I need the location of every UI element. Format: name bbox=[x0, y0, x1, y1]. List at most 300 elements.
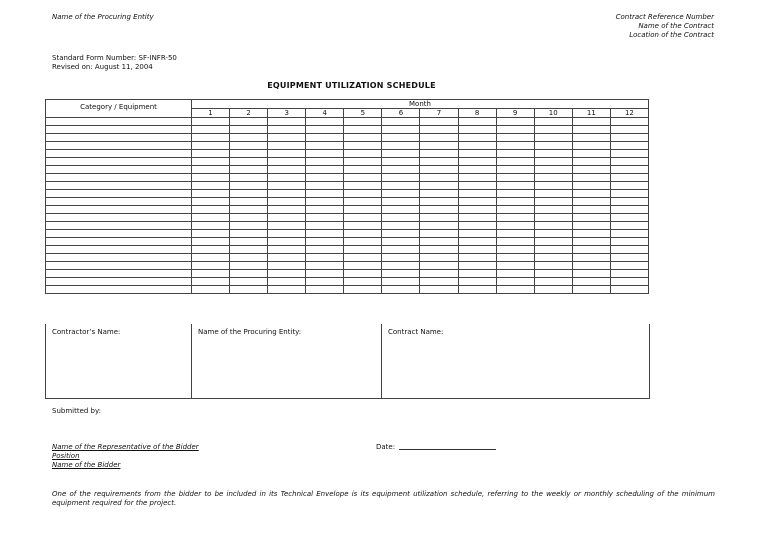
month-cell[interactable] bbox=[268, 190, 306, 198]
month-cell[interactable] bbox=[496, 238, 534, 246]
month-cell[interactable] bbox=[420, 214, 458, 222]
contractor-name-cell[interactable] bbox=[46, 324, 192, 398]
month-cell[interactable] bbox=[610, 238, 648, 246]
month-cell[interactable] bbox=[534, 166, 572, 174]
month-cell[interactable] bbox=[230, 150, 268, 158]
month-cell[interactable] bbox=[268, 198, 306, 206]
month-cell[interactable] bbox=[572, 150, 610, 158]
month-cell[interactable] bbox=[306, 158, 344, 166]
month-cell[interactable] bbox=[192, 238, 230, 246]
month-cell[interactable] bbox=[192, 206, 230, 214]
month-cell[interactable] bbox=[382, 126, 420, 134]
month-cell[interactable] bbox=[192, 126, 230, 134]
equipment-cell[interactable] bbox=[46, 198, 192, 206]
month-cell[interactable] bbox=[306, 286, 344, 294]
month-cell[interactable] bbox=[610, 166, 648, 174]
month-cell[interactable] bbox=[610, 278, 648, 286]
month-cell[interactable] bbox=[268, 254, 306, 262]
month-cell[interactable] bbox=[458, 158, 496, 166]
month-cell[interactable] bbox=[610, 158, 648, 166]
month-cell[interactable] bbox=[306, 166, 344, 174]
month-cell[interactable] bbox=[344, 134, 382, 142]
month-cell[interactable] bbox=[534, 190, 572, 198]
month-cell[interactable] bbox=[382, 278, 420, 286]
month-cell[interactable] bbox=[610, 198, 648, 206]
month-cell[interactable] bbox=[306, 270, 344, 278]
month-cell[interactable] bbox=[458, 206, 496, 214]
month-cell[interactable] bbox=[192, 142, 230, 150]
date-label: Date: bbox=[376, 443, 396, 451]
month-cell[interactable] bbox=[344, 126, 382, 134]
equipment-cell[interactable] bbox=[46, 230, 192, 238]
month-cell[interactable] bbox=[192, 286, 230, 294]
month-cell[interactable] bbox=[534, 254, 572, 262]
month-cell[interactable] bbox=[610, 142, 648, 150]
month-cell[interactable] bbox=[458, 190, 496, 198]
month-cell[interactable] bbox=[268, 174, 306, 182]
month-cell[interactable] bbox=[268, 246, 306, 254]
month-cell[interactable] bbox=[420, 134, 458, 142]
month-cell[interactable] bbox=[572, 278, 610, 286]
month-cell[interactable] bbox=[382, 182, 420, 190]
month-cell[interactable] bbox=[268, 118, 306, 126]
month-cell[interactable] bbox=[344, 262, 382, 270]
table-row bbox=[46, 190, 649, 198]
month-cell[interactable] bbox=[572, 118, 610, 126]
month-cell[interactable] bbox=[192, 158, 230, 166]
month-cell[interactable] bbox=[230, 142, 268, 150]
month-cell[interactable] bbox=[306, 246, 344, 254]
month-cell[interactable] bbox=[230, 246, 268, 254]
month-cell[interactable] bbox=[420, 262, 458, 270]
table-row bbox=[46, 278, 649, 286]
month-cell[interactable] bbox=[306, 182, 344, 190]
month-cell[interactable] bbox=[572, 182, 610, 190]
month-cell[interactable] bbox=[534, 230, 572, 238]
month-cell[interactable] bbox=[572, 270, 610, 278]
month-cell[interactable] bbox=[534, 262, 572, 270]
month-cell[interactable] bbox=[268, 222, 306, 230]
month-cell[interactable] bbox=[610, 206, 648, 214]
month-cell[interactable] bbox=[306, 230, 344, 238]
month-cell[interactable] bbox=[534, 222, 572, 230]
month-cell[interactable] bbox=[458, 198, 496, 206]
month-cell[interactable] bbox=[458, 222, 496, 230]
equipment-cell[interactable] bbox=[46, 262, 192, 270]
month-cell[interactable] bbox=[382, 270, 420, 278]
month-cell[interactable] bbox=[306, 238, 344, 246]
month-cell[interactable] bbox=[420, 182, 458, 190]
month-cell[interactable] bbox=[420, 238, 458, 246]
month-cell[interactable] bbox=[230, 126, 268, 134]
month-cell[interactable] bbox=[610, 118, 648, 126]
month-cell[interactable] bbox=[420, 142, 458, 150]
month-cell[interactable] bbox=[382, 198, 420, 206]
month-cell[interactable] bbox=[230, 262, 268, 270]
month-cell[interactable] bbox=[306, 134, 344, 142]
month-cell[interactable] bbox=[496, 286, 534, 294]
month-cell[interactable] bbox=[420, 246, 458, 254]
month-cell[interactable] bbox=[268, 270, 306, 278]
equipment-cell[interactable] bbox=[46, 190, 192, 198]
month-cell[interactable] bbox=[306, 254, 344, 262]
month-cell[interactable] bbox=[572, 158, 610, 166]
table-row bbox=[46, 206, 649, 214]
equipment-cell[interactable] bbox=[46, 134, 192, 142]
month-cell[interactable] bbox=[572, 198, 610, 206]
month-cell[interactable] bbox=[420, 206, 458, 214]
month-cell[interactable] bbox=[382, 286, 420, 294]
equipment-cell[interactable] bbox=[46, 150, 192, 158]
month-cell[interactable] bbox=[192, 182, 230, 190]
month-cell[interactable] bbox=[534, 134, 572, 142]
month-cell[interactable] bbox=[268, 142, 306, 150]
month-cell[interactable] bbox=[534, 174, 572, 182]
month-cell[interactable] bbox=[192, 254, 230, 262]
month-cell[interactable] bbox=[534, 246, 572, 254]
month-cell[interactable] bbox=[268, 278, 306, 286]
month-cell[interactable] bbox=[268, 286, 306, 294]
month-cell[interactable] bbox=[230, 174, 268, 182]
month-cell[interactable] bbox=[610, 214, 648, 222]
month-cell[interactable] bbox=[268, 182, 306, 190]
month-cell[interactable] bbox=[230, 286, 268, 294]
month-cell[interactable] bbox=[458, 142, 496, 150]
month-cell[interactable] bbox=[230, 182, 268, 190]
month-cell[interactable] bbox=[230, 134, 268, 142]
month-cell[interactable] bbox=[306, 174, 344, 182]
month-cell[interactable] bbox=[382, 174, 420, 182]
month-cell[interactable] bbox=[610, 222, 648, 230]
month-cell[interactable] bbox=[572, 286, 610, 294]
month-cell[interactable] bbox=[496, 254, 534, 262]
month-cell[interactable] bbox=[306, 142, 344, 150]
equipment-cell[interactable] bbox=[46, 270, 192, 278]
month-cell[interactable] bbox=[534, 158, 572, 166]
month-cell[interactable] bbox=[496, 190, 534, 198]
month-cell[interactable] bbox=[496, 150, 534, 158]
month-cell[interactable] bbox=[192, 174, 230, 182]
month-cell[interactable] bbox=[192, 198, 230, 206]
representative-block bbox=[52, 443, 199, 470]
equipment-cell[interactable] bbox=[46, 206, 192, 214]
month-cell[interactable] bbox=[534, 118, 572, 126]
month-cell[interactable] bbox=[344, 150, 382, 158]
month-cell[interactable] bbox=[496, 262, 534, 270]
month-cell[interactable] bbox=[458, 286, 496, 294]
month-cell[interactable] bbox=[572, 254, 610, 262]
month-cell[interactable] bbox=[192, 230, 230, 238]
month-cell[interactable] bbox=[268, 166, 306, 174]
month-cell[interactable] bbox=[306, 206, 344, 214]
month-cell[interactable] bbox=[420, 222, 458, 230]
procuring-entity-cell[interactable] bbox=[192, 324, 382, 398]
month-cell[interactable] bbox=[496, 222, 534, 230]
month-cell[interactable] bbox=[230, 222, 268, 230]
month-cell[interactable] bbox=[420, 126, 458, 134]
month-cell[interactable] bbox=[534, 142, 572, 150]
month-cell[interactable] bbox=[192, 262, 230, 270]
month-cell[interactable] bbox=[458, 174, 496, 182]
month-cell[interactable] bbox=[458, 246, 496, 254]
month-cell[interactable] bbox=[534, 286, 572, 294]
month-cell[interactable] bbox=[230, 190, 268, 198]
month-cell[interactable] bbox=[496, 230, 534, 238]
month-cell[interactable] bbox=[420, 166, 458, 174]
month-cell[interactable] bbox=[496, 278, 534, 286]
month-cell[interactable] bbox=[192, 270, 230, 278]
month-cell[interactable] bbox=[306, 190, 344, 198]
contract-name-cell[interactable] bbox=[382, 324, 649, 398]
month-cell[interactable] bbox=[344, 206, 382, 214]
month-cell[interactable] bbox=[534, 182, 572, 190]
month-cell[interactable] bbox=[192, 214, 230, 222]
month-cell[interactable] bbox=[458, 126, 496, 134]
month-cell[interactable] bbox=[230, 166, 268, 174]
month-cell[interactable] bbox=[306, 222, 344, 230]
month-cell[interactable] bbox=[610, 126, 648, 134]
month-cell[interactable] bbox=[344, 246, 382, 254]
month-cell[interactable] bbox=[458, 134, 496, 142]
month-cell[interactable] bbox=[572, 230, 610, 238]
month-cell[interactable] bbox=[496, 134, 534, 142]
month-cell[interactable] bbox=[344, 230, 382, 238]
month-cell[interactable] bbox=[420, 198, 458, 206]
month-cell[interactable] bbox=[572, 262, 610, 270]
month-cell[interactable] bbox=[268, 150, 306, 158]
month-cell[interactable] bbox=[344, 174, 382, 182]
month-cell[interactable] bbox=[534, 278, 572, 286]
month-cell[interactable] bbox=[344, 278, 382, 286]
month-cell[interactable] bbox=[306, 214, 344, 222]
month-cell[interactable] bbox=[192, 118, 230, 126]
month-cell[interactable] bbox=[572, 174, 610, 182]
month-cell[interactable] bbox=[610, 246, 648, 254]
month-cell[interactable] bbox=[306, 118, 344, 126]
month-cell[interactable] bbox=[496, 198, 534, 206]
equipment-cell[interactable] bbox=[46, 142, 192, 150]
month-cell[interactable] bbox=[192, 246, 230, 254]
month-cell[interactable] bbox=[610, 134, 648, 142]
month-cell[interactable] bbox=[496, 206, 534, 214]
month-cell[interactable] bbox=[230, 118, 268, 126]
month-cell[interactable] bbox=[344, 190, 382, 198]
month-cell[interactable] bbox=[268, 134, 306, 142]
month-cell[interactable] bbox=[534, 198, 572, 206]
month-cell[interactable] bbox=[192, 134, 230, 142]
month-cell[interactable] bbox=[610, 286, 648, 294]
equipment-cell[interactable] bbox=[46, 118, 192, 126]
month-cell[interactable] bbox=[496, 166, 534, 174]
month-cell[interactable] bbox=[344, 142, 382, 150]
month-cell[interactable] bbox=[420, 174, 458, 182]
month-cell[interactable] bbox=[230, 230, 268, 238]
month-cell[interactable] bbox=[458, 230, 496, 238]
month-cell[interactable] bbox=[192, 166, 230, 174]
month-cell[interactable] bbox=[268, 230, 306, 238]
month-cell[interactable] bbox=[268, 206, 306, 214]
equipment-cell[interactable] bbox=[46, 238, 192, 246]
month-cell[interactable] bbox=[230, 206, 268, 214]
month-cell[interactable] bbox=[230, 158, 268, 166]
month-cell[interactable] bbox=[534, 126, 572, 134]
table-row bbox=[46, 182, 649, 190]
month-cell[interactable] bbox=[420, 278, 458, 286]
month-cell[interactable] bbox=[420, 150, 458, 158]
month-cell[interactable] bbox=[268, 262, 306, 270]
month-cell[interactable] bbox=[268, 126, 306, 134]
month-number-header: 10 bbox=[534, 109, 572, 118]
month-cell[interactable] bbox=[230, 270, 268, 278]
month-cell[interactable] bbox=[382, 134, 420, 142]
month-cell[interactable] bbox=[268, 214, 306, 222]
month-cell[interactable] bbox=[458, 166, 496, 174]
month-cell[interactable] bbox=[420, 254, 458, 262]
month-cell[interactable] bbox=[534, 214, 572, 222]
month-cell[interactable] bbox=[610, 182, 648, 190]
month-cell[interactable] bbox=[306, 262, 344, 270]
month-cell[interactable] bbox=[610, 270, 648, 278]
month-cell[interactable] bbox=[344, 198, 382, 206]
month-cell[interactable] bbox=[306, 198, 344, 206]
month-cell[interactable] bbox=[382, 246, 420, 254]
month-cell[interactable] bbox=[306, 150, 344, 158]
month-cell[interactable] bbox=[534, 150, 572, 158]
month-cell[interactable] bbox=[420, 286, 458, 294]
month-cell[interactable] bbox=[572, 214, 610, 222]
month-cell[interactable] bbox=[572, 238, 610, 246]
month-cell[interactable] bbox=[458, 262, 496, 270]
month-cell[interactable] bbox=[382, 118, 420, 126]
month-cell[interactable] bbox=[382, 254, 420, 262]
month-cell[interactable] bbox=[382, 230, 420, 238]
month-cell[interactable] bbox=[268, 158, 306, 166]
procuring-entity-label: Name of the Procuring Entity: bbox=[198, 328, 302, 336]
month-cell[interactable] bbox=[344, 158, 382, 166]
equipment-cell[interactable] bbox=[46, 278, 192, 286]
month-cell[interactable] bbox=[458, 238, 496, 246]
month-cell[interactable] bbox=[496, 158, 534, 166]
month-cell[interactable] bbox=[382, 206, 420, 214]
date-field[interactable] bbox=[376, 443, 496, 452]
month-cell[interactable] bbox=[382, 222, 420, 230]
month-cell[interactable] bbox=[496, 182, 534, 190]
month-cell[interactable] bbox=[572, 142, 610, 150]
month-cell[interactable] bbox=[458, 150, 496, 158]
month-cell[interactable] bbox=[382, 158, 420, 166]
month-cell[interactable] bbox=[458, 182, 496, 190]
month-cell[interactable] bbox=[230, 198, 268, 206]
month-cell[interactable] bbox=[572, 166, 610, 174]
equipment-cell[interactable] bbox=[46, 222, 192, 230]
month-cell[interactable] bbox=[610, 254, 648, 262]
month-cell[interactable] bbox=[610, 174, 648, 182]
month-cell[interactable] bbox=[458, 254, 496, 262]
month-cell[interactable] bbox=[382, 142, 420, 150]
month-cell[interactable] bbox=[382, 150, 420, 158]
month-cell[interactable] bbox=[268, 238, 306, 246]
month-cell[interactable] bbox=[572, 190, 610, 198]
month-cell[interactable] bbox=[230, 254, 268, 262]
month-cell[interactable] bbox=[496, 142, 534, 150]
month-cell[interactable] bbox=[420, 270, 458, 278]
month-cell[interactable] bbox=[382, 214, 420, 222]
equipment-cell[interactable] bbox=[46, 174, 192, 182]
month-cell[interactable] bbox=[572, 134, 610, 142]
date-line[interactable] bbox=[399, 449, 496, 450]
month-cell[interactable] bbox=[610, 190, 648, 198]
month-cell[interactable] bbox=[306, 126, 344, 134]
month-cell[interactable] bbox=[344, 214, 382, 222]
month-cell[interactable] bbox=[572, 246, 610, 254]
month-cell[interactable] bbox=[572, 222, 610, 230]
month-cell[interactable] bbox=[382, 166, 420, 174]
month-cell[interactable] bbox=[610, 262, 648, 270]
month-cell[interactable] bbox=[610, 150, 648, 158]
month-cell[interactable] bbox=[192, 278, 230, 286]
month-cell[interactable] bbox=[192, 222, 230, 230]
month-cell[interactable] bbox=[192, 150, 230, 158]
month-cell[interactable] bbox=[344, 238, 382, 246]
month-cell[interactable] bbox=[382, 238, 420, 246]
month-cell[interactable] bbox=[534, 238, 572, 246]
month-cell[interactable] bbox=[458, 214, 496, 222]
month-cell[interactable] bbox=[534, 206, 572, 214]
equipment-cell[interactable] bbox=[46, 286, 192, 294]
month-cell[interactable] bbox=[344, 166, 382, 174]
equipment-cell[interactable] bbox=[46, 158, 192, 166]
equipment-cell[interactable] bbox=[46, 182, 192, 190]
month-cell[interactable] bbox=[420, 118, 458, 126]
equipment-cell[interactable] bbox=[46, 166, 192, 174]
month-cell[interactable] bbox=[230, 214, 268, 222]
month-cell[interactable] bbox=[458, 270, 496, 278]
month-cell[interactable] bbox=[230, 238, 268, 246]
month-cell[interactable] bbox=[496, 214, 534, 222]
month-cell[interactable] bbox=[496, 126, 534, 134]
equipment-cell[interactable] bbox=[46, 246, 192, 254]
equipment-cell[interactable] bbox=[46, 254, 192, 262]
month-cell[interactable] bbox=[306, 278, 344, 286]
month-cell[interactable] bbox=[344, 222, 382, 230]
month-cell[interactable] bbox=[344, 182, 382, 190]
month-cell[interactable] bbox=[496, 118, 534, 126]
month-cell[interactable] bbox=[496, 174, 534, 182]
month-cell[interactable] bbox=[382, 190, 420, 198]
month-cell[interactable] bbox=[344, 254, 382, 262]
month-cell[interactable] bbox=[610, 230, 648, 238]
month-cell[interactable] bbox=[192, 190, 230, 198]
month-cell[interactable] bbox=[382, 262, 420, 270]
month-cell[interactable] bbox=[344, 270, 382, 278]
month-cell[interactable] bbox=[344, 286, 382, 294]
month-cell[interactable] bbox=[230, 278, 268, 286]
month-cell[interactable] bbox=[496, 270, 534, 278]
equipment-cell[interactable] bbox=[46, 126, 192, 134]
month-cell[interactable] bbox=[458, 118, 496, 126]
month-cell[interactable] bbox=[420, 158, 458, 166]
month-cell[interactable] bbox=[344, 118, 382, 126]
month-cell[interactable] bbox=[572, 126, 610, 134]
month-cell[interactable] bbox=[420, 230, 458, 238]
month-cell[interactable] bbox=[534, 270, 572, 278]
equipment-cell[interactable] bbox=[46, 214, 192, 222]
month-cell[interactable] bbox=[420, 190, 458, 198]
month-cell[interactable] bbox=[496, 246, 534, 254]
month-cell[interactable] bbox=[572, 206, 610, 214]
month-cell[interactable] bbox=[458, 278, 496, 286]
month-number-header: 7 bbox=[420, 109, 458, 118]
